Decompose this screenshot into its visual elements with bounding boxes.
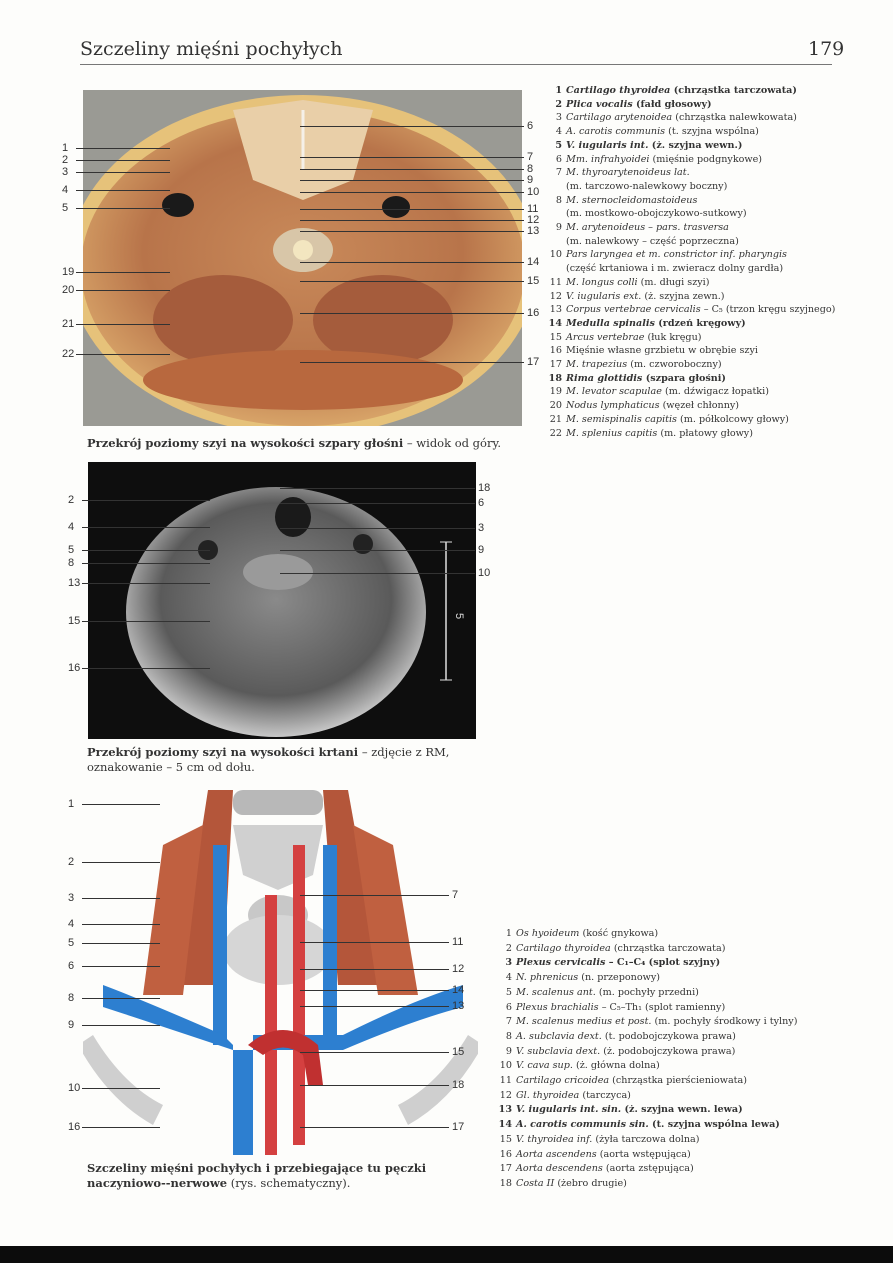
legend-number: 4	[505, 972, 512, 984]
legend-polish: (węzeł chłonny)	[662, 400, 740, 412]
figure1-label: 3	[62, 166, 69, 178]
legend-polish: (rdzeń kręgowy)	[658, 317, 746, 329]
leader-line	[76, 148, 170, 149]
leader-line	[76, 208, 170, 209]
legend-polish: (t. szyjna wspólna)	[668, 126, 759, 138]
legend-number: 5	[555, 139, 562, 151]
legend-latin: Cartilago arytenoidea	[566, 112, 673, 124]
legend-item	[496, 1177, 797, 1192]
header-rule	[80, 64, 832, 65]
figure3-label: 6	[68, 960, 75, 972]
legend-item	[496, 942, 797, 957]
figure3-label: 9	[68, 1019, 75, 1031]
legend-number: 16	[499, 1148, 512, 1160]
figure2-label: 9	[478, 544, 485, 556]
legend-item	[546, 413, 835, 427]
figure2-label: 6	[478, 497, 485, 509]
legend-item	[546, 153, 835, 167]
legend-polish: (m. płatowy głowy)	[660, 427, 753, 439]
legend-latin: V. cava sup.	[516, 1060, 573, 1072]
legend-latin: Aorta descendens	[516, 1163, 603, 1175]
legend-item	[546, 303, 835, 317]
legend-item	[496, 1133, 797, 1148]
leader-line	[82, 527, 210, 528]
figure3-label: 1	[68, 798, 75, 810]
legend-number: 22	[549, 427, 562, 439]
legend-item	[546, 372, 835, 386]
legend-item	[546, 399, 835, 413]
leader-line	[300, 313, 524, 314]
schematic-illustration	[83, 785, 478, 1155]
legend-polish: (szpara głośni)	[645, 372, 726, 384]
figure1-label: 7	[527, 151, 534, 163]
legend-latin: V. thyroidea inf.	[516, 1133, 593, 1145]
legend-item	[546, 385, 835, 399]
caption-text: – zdjęcie z RM, oznakowanie – 5 cm od dołu.	[87, 745, 450, 774]
leader-line	[76, 190, 170, 191]
leader-line	[82, 550, 210, 551]
legend-item	[496, 1001, 797, 1016]
figure3-label: 15	[452, 1046, 465, 1058]
legend-latin: M. arytenoideus – pars. trasversa	[566, 222, 729, 234]
legend-number: 13	[498, 1104, 512, 1116]
legend-latin: Aorta ascendens	[516, 1148, 597, 1160]
leader-line	[280, 573, 475, 574]
legend-cross-section	[546, 84, 835, 440]
leader-line	[300, 362, 524, 363]
legend-latin: M. splenius capitis	[566, 427, 658, 439]
legend-item	[496, 1059, 797, 1074]
legend-latin: M. semispinalis capitis	[566, 413, 677, 425]
legend-number: 14	[548, 317, 562, 329]
leader-line	[82, 898, 160, 899]
legend-number: 3	[555, 112, 562, 124]
leader-line	[300, 231, 524, 232]
legend-number: 5	[505, 986, 512, 998]
leader-line	[300, 895, 449, 896]
legend-number: 15	[549, 331, 562, 343]
legend-polish: (m. mostkowo-obojczykowo-sutkowy)	[566, 208, 747, 220]
legend-number: 9	[555, 222, 562, 234]
figure1-label: 19	[62, 266, 75, 278]
legend-item	[496, 1045, 797, 1060]
figure3-label: 14	[452, 984, 465, 996]
legend-polish: (m. długi szyi)	[640, 276, 710, 288]
legend-latin: Gl. thyroidea	[516, 1089, 580, 1101]
legend-item	[546, 276, 835, 290]
legend-number: 8	[555, 194, 562, 206]
legend-polish: (m. nalewkowy – część poprzeczna)	[566, 235, 739, 247]
leader-line	[300, 157, 524, 158]
figure1-label: 17	[527, 356, 540, 368]
figure1-label: 5	[62, 202, 69, 214]
legend-number: 14	[498, 1119, 512, 1131]
legend-latin: V. subclavia dext.	[516, 1045, 601, 1057]
leader-line	[300, 180, 524, 181]
legend-number: 1	[505, 928, 512, 939]
leader-line	[300, 262, 524, 263]
legend-latin: V. iugularis int.	[566, 139, 649, 151]
legend-polish: (chrząstka tarczowata)	[613, 942, 726, 954]
legend-number: 17	[549, 359, 562, 371]
legend-latin: Pars laryngea et m. constrictor inf. pharyngis	[566, 249, 787, 261]
legend-number: 2	[505, 942, 512, 954]
legend-item	[546, 125, 835, 139]
figure2-label: 3	[478, 522, 485, 534]
legend-item	[546, 84, 835, 98]
leader-line	[76, 172, 170, 173]
legend-latin: Rima glottidis	[566, 372, 643, 384]
leader-line	[280, 488, 475, 489]
figure1-label: 20	[62, 284, 75, 296]
figure1-label: 1	[62, 142, 69, 154]
figure3-label: 12	[452, 963, 465, 975]
legend-number: 1	[555, 85, 562, 96]
figure1-label: 15	[527, 275, 540, 287]
legend-number: 17	[499, 1163, 512, 1175]
scale-label: 5	[453, 612, 466, 620]
legend-latin: M. sternocleidomastoideus	[566, 194, 698, 206]
leader-line	[300, 209, 524, 210]
caption-text: (rys. schematyczny).	[227, 1176, 351, 1190]
legend-polish: (m. dźwigacz łopatki)	[664, 386, 769, 398]
leader-line	[76, 354, 170, 355]
figure3-label: 8	[68, 992, 75, 1004]
figure1-label: 22	[62, 348, 75, 360]
legend-latin: M. levator scapulae	[566, 386, 662, 398]
figure1-label: 2	[62, 154, 69, 166]
figure3-label: 17	[452, 1121, 465, 1133]
leader-line	[76, 324, 170, 325]
figure2-label: 4	[68, 521, 75, 533]
figure1-label: 12	[527, 214, 540, 226]
legend-polish: (t. podobojczykowa prawa)	[604, 1030, 736, 1042]
figure1-label: 9	[527, 174, 534, 186]
legend-item	[496, 986, 797, 1001]
leader-line	[300, 220, 524, 221]
legend-item	[546, 166, 835, 193]
legend-item	[496, 1015, 797, 1030]
legend-item	[546, 139, 835, 153]
legend-number: 12	[499, 1089, 512, 1101]
legend-polish: (łuk kręgu)	[647, 331, 702, 343]
figure2-label: 15	[68, 615, 81, 627]
figure3-label: 13	[452, 1000, 465, 1012]
leader-line	[300, 1052, 449, 1053]
leader-line	[82, 1127, 160, 1128]
legend-polish: (kość gnykowa)	[582, 928, 659, 939]
figure1-label: 6	[527, 120, 534, 132]
legend-latin: Plica vocalis	[566, 98, 633, 110]
legend-item	[496, 956, 797, 971]
leader-line	[300, 281, 524, 282]
figure3-label: 16	[68, 1121, 81, 1133]
leader-line	[300, 1006, 449, 1007]
legend-number: 21	[549, 413, 562, 425]
legend-item	[546, 344, 835, 358]
legend-polish: (m. pochyły przedni)	[598, 986, 699, 998]
legend-polish: (tarczyca)	[582, 1089, 631, 1101]
legend-number: 18	[548, 372, 562, 384]
legend-item	[546, 317, 835, 331]
legend-latin: Costa II	[516, 1177, 555, 1189]
legend-polish: (aorta wstępująca)	[599, 1148, 691, 1160]
leader-line	[82, 998, 160, 999]
legend-polish: (część krtaniowa i m. zwieracz dolny gardła)	[566, 263, 784, 275]
legend-number: 13	[549, 304, 562, 316]
legend-latin: M. scalenus medius et post.	[516, 1016, 652, 1028]
figure1-caption	[87, 436, 527, 451]
legend-number: 6	[555, 153, 562, 165]
legend-polish: (ż. szyjna zewn.)	[644, 290, 725, 302]
legend-item	[496, 1162, 797, 1177]
legend-latin: A. subclavia dext.	[516, 1030, 602, 1042]
legend-number: 11	[549, 276, 562, 288]
figure2-label: 2	[68, 494, 75, 506]
leader-line	[82, 668, 210, 669]
legend-polish: (m. tarczowo-nalewkowy boczny)	[566, 180, 728, 192]
legend-polish: (t. szyjna wspólna lewa)	[652, 1119, 780, 1131]
legend-polish: (chrząstka tarczowata)	[673, 85, 797, 96]
legend-number: 2	[555, 98, 562, 110]
figure1-label: 21	[62, 318, 75, 330]
legend-number: 11	[499, 1075, 512, 1087]
legend-item	[496, 1118, 797, 1133]
legend-polish: (żyła tarczowa dolna)	[595, 1133, 700, 1145]
legend-item	[546, 290, 835, 304]
legend-latin: Medulla spinalis	[566, 317, 655, 329]
legend-polish: (aorta zstępująca)	[605, 1163, 694, 1175]
legend-number: 6	[505, 1001, 512, 1013]
legend-polish: (m. półkolcowy głowy)	[680, 413, 789, 425]
caption-bold: Przekrój poziomy szyi na wysokości krtani	[87, 745, 359, 759]
legend-latin: Mm. infrahyoidei	[566, 153, 650, 165]
leader-line	[82, 862, 160, 863]
figure3-label: 18	[452, 1079, 465, 1091]
leader-line	[82, 563, 210, 564]
figure3-label: 4	[68, 918, 75, 930]
legend-polish: (m. czworoboczny)	[630, 359, 722, 371]
figure3-label: 5	[68, 937, 75, 949]
legend-polish: (m. pochyły środkowy i tylny)	[654, 1016, 798, 1028]
leader-line	[82, 943, 160, 944]
leader-line	[76, 272, 170, 273]
legend-number: 15	[499, 1133, 512, 1145]
legend-latin: Arcus vertebrae	[566, 331, 645, 343]
figure2-label: 8	[68, 557, 75, 569]
schematic-drawing	[83, 785, 478, 1155]
figure2-label: 16	[68, 662, 81, 674]
legend-polish: (ż. podobojczykowa prawa)	[603, 1045, 736, 1057]
legend-item	[546, 427, 835, 441]
legend-latin: A. carotis communis	[566, 126, 666, 138]
legend-latin: V. iugularis int. sin.	[516, 1104, 622, 1116]
legend-latin: Cartilago thyroidea	[566, 85, 671, 96]
figure1-label: 4	[62, 184, 69, 196]
legend-latin: Cartilago cricoidea	[516, 1075, 610, 1087]
figure3-label: 11	[452, 936, 464, 948]
legend-polish: – C₅–Th₁ (splot ramienny)	[601, 1001, 726, 1013]
leader-line	[82, 583, 210, 584]
leader-line	[300, 192, 524, 193]
leader-line	[300, 942, 449, 943]
page-number: 179	[808, 38, 845, 60]
figure3-label: 2	[68, 856, 75, 868]
figure3-label: 7	[452, 889, 459, 901]
legend-polish: (żebro drugie)	[557, 1177, 627, 1189]
figure3-caption	[87, 1161, 487, 1191]
figure1-label: 10	[527, 186, 540, 198]
figure1-label: 11	[527, 203, 539, 215]
leader-line	[82, 1088, 160, 1089]
legend-latin: Corpus vertebrae cervicalis	[566, 304, 701, 316]
leader-line	[82, 924, 160, 925]
legend-number: 4	[555, 126, 562, 138]
leader-line	[82, 966, 160, 967]
legend-item	[496, 1103, 797, 1118]
leader-line	[300, 1085, 449, 1086]
leader-line	[76, 290, 170, 291]
legend-item	[496, 971, 797, 986]
legend-latin: Plexus cervicalis	[516, 957, 606, 969]
legend-number: 7	[555, 167, 562, 179]
figure3-label: 3	[68, 892, 75, 904]
leader-line	[76, 160, 170, 161]
leader-line	[300, 1127, 449, 1128]
legend-latin: N. phrenicus	[516, 972, 579, 984]
legend-item	[496, 1074, 797, 1089]
cross-section-photo	[83, 90, 522, 426]
legend-item	[496, 1030, 797, 1045]
figure2-label: 10	[478, 567, 491, 579]
leader-line	[300, 990, 449, 991]
legend-latin: M. trapezius	[566, 359, 628, 371]
legend-polish: – C₁–C₄ (splot szyjny)	[608, 957, 721, 969]
legend-number: 10	[499, 1060, 512, 1072]
legend-polish: (ż. główna dolna)	[576, 1060, 660, 1072]
legend-polish: (mięśnie podgnykowe)	[652, 153, 763, 165]
cross-section-illustration	[83, 90, 522, 426]
legend-item	[546, 98, 835, 112]
page-title: Szczeliny mięśni pochyłych	[80, 38, 343, 60]
legend-number: 18	[499, 1177, 512, 1189]
legend-item	[546, 221, 835, 248]
legend-number: 20	[549, 400, 562, 412]
leader-line	[82, 621, 210, 622]
legend-latin: Cartilago thyroidea	[516, 942, 611, 954]
figure3-label: 10	[68, 1082, 81, 1094]
legend-number: 12	[549, 290, 562, 302]
leader-line	[300, 126, 524, 127]
leader-line	[82, 500, 210, 501]
legend-number: 3	[505, 957, 512, 969]
leader-line	[82, 1025, 160, 1026]
legend-item	[546, 358, 835, 372]
figure2-label: 13	[68, 577, 81, 589]
leader-line	[280, 503, 475, 504]
legend-latin: M. longus colli	[566, 276, 638, 288]
scan-bottom-edge	[0, 1246, 893, 1263]
figure2-caption	[87, 745, 487, 775]
figure1-label: 13	[527, 225, 540, 237]
caption-bold: Szczeliny mięśni pochyłych i przebiegające tu pęczki naczyniowo--nerwowe	[87, 1161, 427, 1190]
figure1-label: 16	[527, 307, 540, 319]
legend-latin: Plexus brachialis	[516, 1001, 599, 1013]
legend-number: 9	[505, 1045, 512, 1057]
legend-latin: A. carotis communis sin.	[516, 1119, 649, 1131]
legend-item	[546, 248, 835, 275]
leader-line	[300, 169, 524, 170]
figure1-label: 8	[527, 163, 534, 175]
legend-latin: M. scalenus ant.	[516, 986, 596, 998]
legend-item	[546, 331, 835, 345]
legend-item	[546, 111, 835, 125]
leader-line	[280, 528, 475, 529]
legend-latin: Os hyoideum	[516, 928, 580, 939]
figure2-label: 5	[68, 544, 75, 556]
legend-number: 8	[505, 1030, 512, 1042]
legend-polish: Mięśnie własne grzbietu w obrębie szyi	[566, 345, 758, 357]
legend-polish: (chrząstka nalewkowata)	[675, 112, 797, 124]
legend-latin: V. iugularis ext.	[566, 290, 642, 302]
legend-item	[496, 927, 797, 942]
leader-line	[280, 550, 475, 551]
legend-latin: Nodus lymphaticus	[566, 400, 660, 412]
legend-schematic	[496, 927, 797, 1192]
legend-number: 7	[505, 1016, 512, 1028]
legend-item	[496, 1089, 797, 1104]
legend-polish: (ż. szyjna wewn. lewa)	[624, 1104, 743, 1116]
legend-polish: (ż. szyjna wewn.)	[651, 139, 743, 151]
leader-line	[82, 804, 160, 805]
caption-text: – widok od góry.	[403, 436, 502, 450]
legend-polish: – C₅ (trzon kręgu szyjnego)	[703, 304, 836, 316]
figure2-label: 18	[478, 482, 491, 494]
legend-item	[546, 194, 835, 221]
leader-line	[300, 969, 449, 970]
figure1-label: 14	[527, 256, 540, 268]
legend-latin: M. thyroarytenoideus lat.	[566, 167, 690, 179]
legend-number: 19	[549, 386, 562, 398]
caption-bold: Przekrój poziomy szyi na wysokości szpary głośni	[87, 436, 404, 450]
legend-polish: (fałd głosowy)	[635, 98, 712, 110]
legend-polish: (chrząstka pierścieniowata)	[612, 1075, 747, 1087]
legend-number: 16	[549, 345, 562, 357]
legend-item	[496, 1148, 797, 1163]
legend-number: 10	[549, 249, 562, 261]
legend-polish: (n. przeponowy)	[581, 972, 660, 984]
